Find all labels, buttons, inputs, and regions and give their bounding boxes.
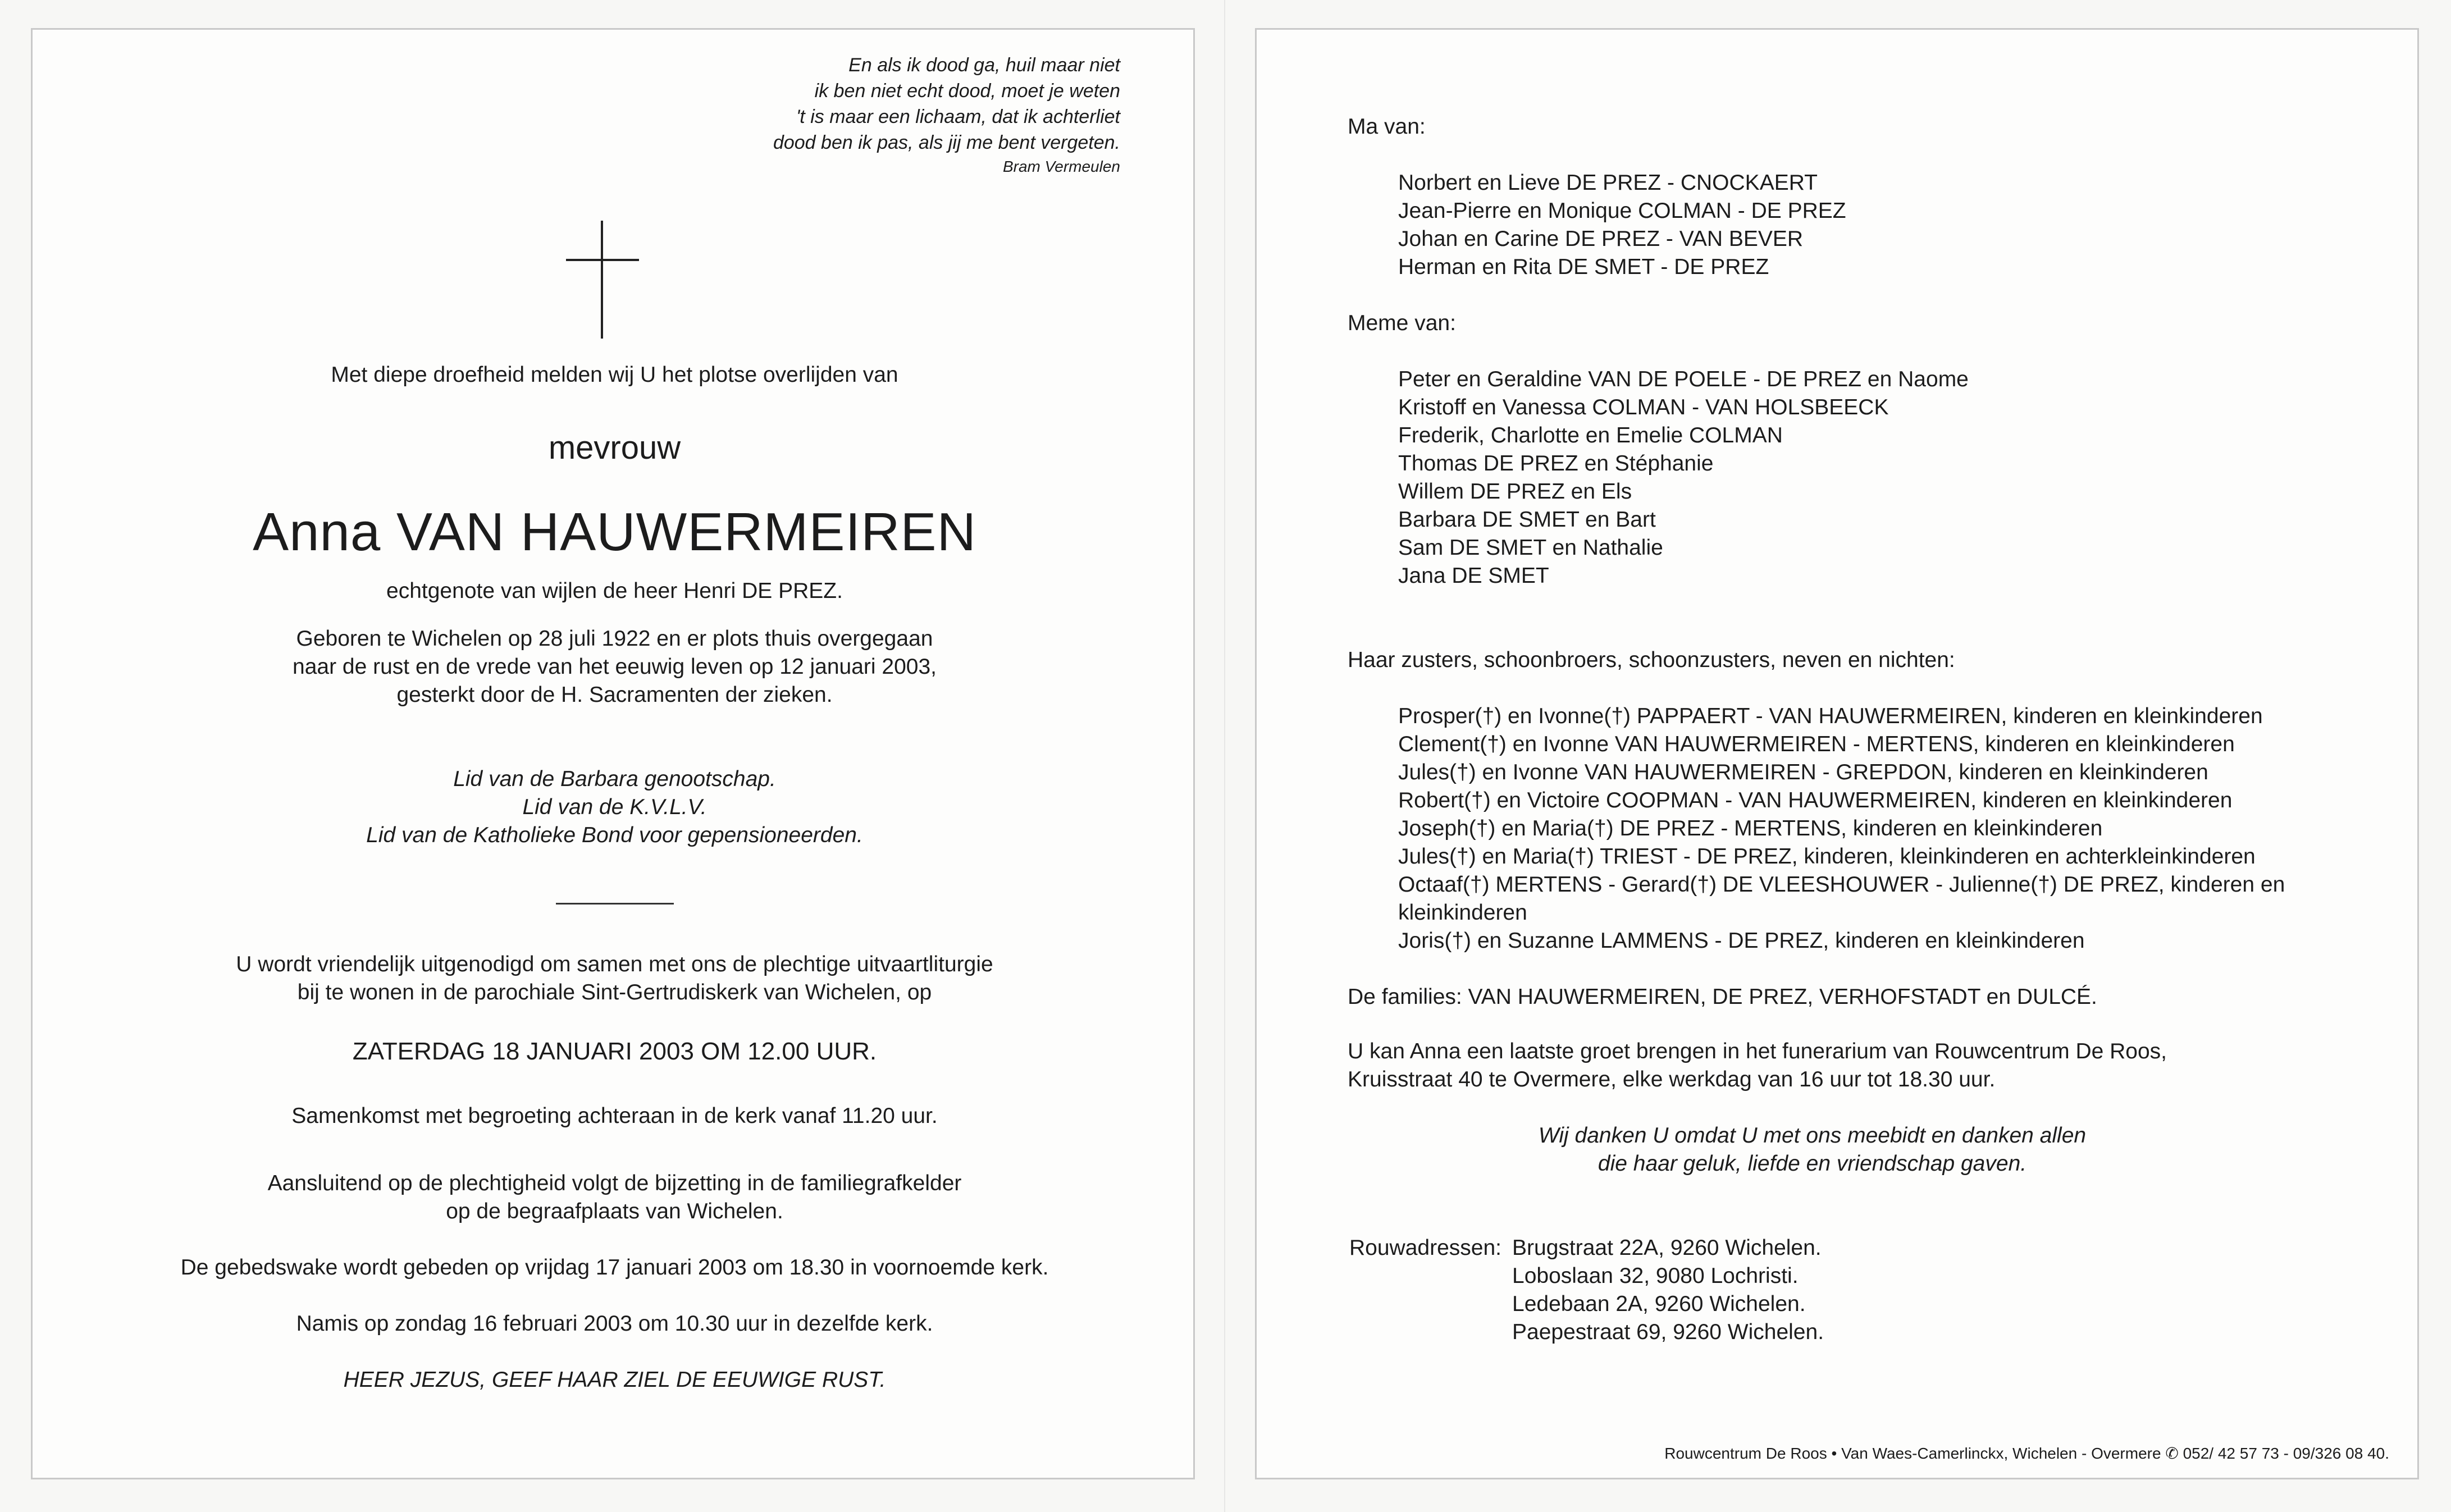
list-item: Prosper(†) en Ivonne(†) PAPPAERT - VAN HAUWERMEIREN, kinderen en kleinkinderen — [1398, 704, 2263, 728]
address-line: Brugstraat 22A, 9260 Wichelen. — [1512, 1236, 1822, 1260]
meme-list — [1398, 366, 1969, 590]
list-item: Barbara DE SMET en Bart — [1398, 508, 1656, 532]
ma-list — [1398, 169, 1846, 281]
list-item: Joris(†) en Suzanne LAMMENS - DE PREZ, kinderen en kleinkinderen — [1398, 929, 2085, 953]
list-item: Jules(†) en Maria(†) TRIEST - DE PREZ, kinderen, kleinkinderen en achterkleinkinderen — [1398, 844, 2256, 869]
poem-line: ik ben niet echt dood, moet je weten — [814, 80, 1120, 102]
families-line: De families: VAN HAUWERMEIREN, DE PREZ, VERHOFSTADT en DULCÉ. — [1348, 985, 2097, 1009]
list-item: Thomas DE PREZ en Stéphanie — [1398, 451, 1714, 476]
left-page — [31, 28, 1195, 1479]
list-item: Kristoff en Vanessa COLMAN - VAN HOLSBEECK — [1398, 395, 1889, 419]
address-line: Loboslaan 32, 9080 Lochristi. — [1512, 1264, 1799, 1288]
divider — [556, 903, 674, 905]
addresses-list — [1512, 1234, 1824, 1346]
birth-line: naar de rust en de vrede van het eeuwig leven op 12 januari 2003, — [293, 655, 937, 679]
list-item: Clement(†) en Ivonne VAN HAUWERMEIREN - MERTENS, kinderen en kleinkinderen — [1398, 732, 2235, 756]
burial-line: op de begraafplaats van Wichelen. — [446, 1199, 783, 1223]
addresses-label: Rouwadressen: — [1349, 1236, 1501, 1260]
poem-author: Bram Vermeulen — [1002, 158, 1120, 175]
thanks-line: die haar geluk, liefde en vriendschap gaven. — [1598, 1152, 2027, 1176]
prayer-line: HEER JEZUS, GEEF HAAR ZIEL DE EEUWIGE RUST. — [343, 1368, 886, 1392]
center-fold — [1224, 0, 1225, 1512]
list-item: Jules(†) en Ivonne VAN HAUWERMEIREN - GREPDON, kinderen en kleinkinderen — [1398, 760, 2208, 784]
membership-line: Lid van de Katholieke Bond voor gepensioneerden. — [366, 823, 863, 847]
siblings-list — [1398, 702, 2285, 955]
requiem-line: Namis op zondag 16 februari 2003 om 10.30 uur in dezelfde kerk. — [296, 1312, 933, 1336]
spouse-line: echtgenote van wijlen de heer Henri DE PREZ. — [386, 579, 843, 603]
visit-line: U kan Anna een laatste groet brengen in het funerarium van Rouwcentrum De Roos, — [1348, 1039, 2167, 1063]
membership-line: Lid van de K.V.L.V. — [522, 795, 707, 819]
funeral-date: ZATERDAG 18 JANUARI 2003 OM 12.00 UUR. — [352, 1038, 877, 1065]
list-item: Sam DE SMET en Nathalie — [1398, 536, 1663, 560]
visit-info — [1348, 1038, 2167, 1094]
poem — [773, 52, 1120, 178]
list-item: Willem DE PREZ en Els — [1398, 479, 1632, 504]
list-item: Johan en Carine DE PREZ - VAN BEVER — [1398, 227, 1804, 251]
poem-line: dood ben ik pas, als jij me bent vergeten. — [773, 132, 1120, 153]
list-item: Jean-Pierre en Monique COLMAN - DE PREZ — [1398, 199, 1846, 223]
ma-heading: Ma van: — [1348, 115, 1426, 139]
visit-line: Kruisstraat 40 te Overmere, elke werkdag van 16 uur tot 18.30 uur. — [1348, 1067, 1996, 1091]
poem-line: En als ik dood ga, huil maar niet — [848, 54, 1120, 76]
list-item: Norbert en Lieve DE PREZ - CNOCKAERT — [1398, 171, 1818, 195]
list-item: Octaaf(†) MERTENS - Gerard(†) DE VLEESHOUWER - Julienne(†) DE PREZ, kinderen en — [1398, 873, 2285, 897]
footer-credit: Rouwcentrum De Roos • Van Waes-Camerlinckx, Wichelen - Overmere ✆ 052/ 42 57 73 - 09/326 08 40. — [1664, 1445, 2389, 1462]
poem-line: 't is maar een lichaam, dat ik achterliet — [796, 106, 1120, 127]
cross-icon — [566, 221, 639, 339]
list-item: Peter en Geraldine VAN DE POELE - DE PREZ en Naome — [1398, 367, 1969, 391]
vigil-line: De gebedswake wordt gebeden op vrijdag 17 januari 2003 om 18.30 in voornoemde kerk. — [180, 1255, 1049, 1280]
salutation: mevrouw — [548, 430, 681, 466]
deceased-name: Anna VAN HAUWERMEIREN — [253, 502, 976, 562]
list-item: Jana DE SMET — [1398, 564, 1549, 588]
address-line: Paepestraat 69, 9260 Wichelen. — [1512, 1320, 1824, 1344]
burial-line: Aansluitend op de plechtigheid volgt de bijzetting in de familiegrafkelder — [267, 1171, 962, 1195]
invitation-line: bij te wonen in de parochiale Sint-Gertrudiskerk van Wichelen, op — [297, 980, 932, 1004]
membership-line: Lid van de Barbara genootschap. — [453, 767, 776, 791]
list-item: Robert(†) en Victoire COOPMAN - VAN HAUWERMEIREN, kinderen en kleinkinderen — [1398, 788, 2233, 812]
list-item: kleinkinderen — [1398, 901, 1527, 925]
gathering-line: Samenkomst met begroeting achteraan in de kerk vanaf 11.20 uur. — [291, 1104, 938, 1128]
siblings-heading: Haar zusters, schoonbroers, schoonzusters, neven en nichten: — [1348, 648, 1955, 672]
right-page — [1255, 28, 2419, 1479]
birth-line: gesterkt door de H. Sacramenten der zieken. — [396, 683, 833, 707]
thanks-line: Wij danken U omdat U met ons meebidt en danken allen — [1538, 1123, 2087, 1148]
list-item: Herman en Rita DE SMET - DE PREZ — [1398, 255, 1769, 279]
birth-line: Geboren te Wichelen op 28 juli 1922 en er plots thuis overgegaan — [296, 627, 933, 651]
address-line: Ledebaan 2A, 9260 Wichelen. — [1512, 1292, 1806, 1316]
meme-heading: Meme van: — [1348, 311, 1456, 335]
thanks — [1348, 1122, 2277, 1178]
invitation-line: U wordt vriendelijk uitgenodigd om samen met ons de plechtige uitvaartliturgie — [236, 952, 993, 976]
list-item: Frederik, Charlotte en Emelie COLMAN — [1398, 423, 1783, 447]
list-item: Joseph(†) en Maria(†) DE PREZ - MERTENS, kinderen en kleinkinderen — [1398, 816, 2103, 840]
announcement: Met diepe droefheid melden wij U het plotse overlijden van — [331, 363, 898, 387]
